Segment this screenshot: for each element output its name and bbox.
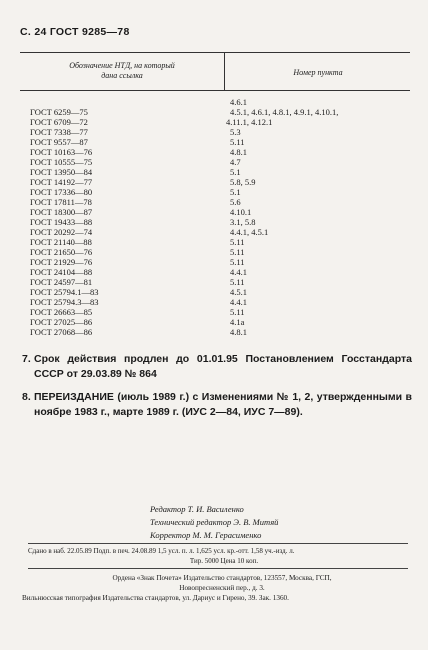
table-row bbox=[30, 117, 420, 127]
point-number: 5.11 bbox=[230, 277, 245, 287]
table-row bbox=[30, 287, 420, 297]
table-row bbox=[30, 217, 420, 227]
imprint-bottom-rule bbox=[28, 568, 408, 569]
table-row bbox=[30, 297, 420, 307]
table-row bbox=[30, 247, 420, 257]
table-row bbox=[30, 147, 420, 157]
gost-code: ГОСТ 27068—86 bbox=[30, 327, 93, 337]
table-row bbox=[30, 307, 420, 317]
point-number: 5.1 bbox=[230, 167, 241, 177]
imprint-line: Сдано в наб. 22.05.89 Подп. в печ. 24.08.89 1,5 усл. п. л. 1,625 усл. кр.-отт. 1,58 уч.-изд. л. bbox=[28, 547, 295, 555]
gost-code: ГОСТ 25794.1—83 bbox=[30, 287, 99, 297]
table-row bbox=[30, 197, 420, 207]
note-number: 8. bbox=[22, 391, 31, 403]
gost-code: ГОСТ 7338—77 bbox=[30, 127, 88, 137]
point-number: 5.11 bbox=[230, 307, 245, 317]
note-item bbox=[22, 390, 412, 420]
point-number: 5.6 bbox=[230, 197, 241, 207]
publisher-line: Новопресненский пер., д. 3. bbox=[179, 584, 265, 592]
table-row bbox=[30, 187, 420, 197]
notes-section bbox=[22, 352, 412, 428]
point-number: 4.5.1, 4.6.1, 4.8.1, 4.9.1, 4.10.1, bbox=[230, 107, 339, 117]
table-row bbox=[30, 157, 420, 167]
imprint-line: Тир. 5000 Цена 10 коп. bbox=[189, 557, 259, 565]
gost-code: ГОСТ 13950—84 bbox=[30, 167, 93, 177]
point-number: 5.1 bbox=[230, 187, 241, 197]
gost-code: ГОСТ 25794.3—83 bbox=[30, 297, 99, 307]
column-header-reference: Обозначение НТД, на который дана ссылка bbox=[69, 61, 175, 80]
table-row bbox=[30, 107, 420, 117]
gost-code: ГОСТ 17811—78 bbox=[30, 197, 92, 207]
gost-code: ГОСТ 6709—72 bbox=[30, 117, 88, 127]
table-row bbox=[30, 137, 420, 147]
table-row bbox=[30, 277, 420, 287]
table-row bbox=[30, 257, 420, 267]
point-number: 4.4.1 bbox=[230, 297, 247, 307]
gost-code: ГОСТ 21650—76 bbox=[30, 247, 93, 257]
point-number: 4.4.1 bbox=[230, 267, 247, 277]
point-number: 5.11 bbox=[230, 237, 245, 247]
note-text: Срок действия продлен до 01.01.95 Постановлением Госстандарта СССР от 29.03.89 № 864 bbox=[34, 353, 412, 380]
table-column-divider bbox=[224, 52, 225, 90]
point-number: 4.8.1 bbox=[230, 327, 247, 337]
reference-table-body bbox=[30, 97, 420, 337]
table-row bbox=[30, 207, 420, 217]
point-number: 4.4.1, 4.5.1 bbox=[230, 227, 269, 237]
imprint-top-rule bbox=[28, 543, 408, 544]
point-number: 4.6.1 bbox=[230, 97, 247, 107]
table-row bbox=[30, 317, 420, 327]
note-item bbox=[22, 352, 412, 382]
gost-code: ГОСТ 6259—75 bbox=[30, 107, 88, 117]
gost-code: ГОСТ 21140—88 bbox=[30, 237, 92, 247]
note-number: 7. bbox=[22, 353, 31, 365]
page-header: С. 24 ГОСТ 9285—78 bbox=[20, 26, 130, 38]
point-number: 5.11 bbox=[230, 137, 245, 147]
column-header-point: Номер пункта bbox=[293, 68, 343, 77]
gost-code: ГОСТ 21929—76 bbox=[30, 257, 93, 267]
printer-line: Вильнюсская типография Издательства стандартов, ул. Дариус и Гирено, 39. Зак. 1360. bbox=[22, 594, 289, 602]
corrector-line: Корректор М. М. Герасименко bbox=[150, 530, 262, 540]
table-row bbox=[30, 167, 420, 177]
point-number: 3.1, 5.8 bbox=[230, 217, 256, 227]
table-header-rule bbox=[20, 90, 410, 91]
table-row bbox=[30, 267, 420, 277]
point-number: 4.11.1, 4.12.1 bbox=[226, 117, 273, 127]
table-row bbox=[30, 327, 420, 337]
point-number: 4.8.1 bbox=[230, 147, 247, 157]
editor-line: Редактор Т. И. Василенко bbox=[150, 504, 244, 514]
point-number: 4.1а bbox=[230, 317, 245, 327]
point-number: 5.8, 5.9 bbox=[230, 177, 256, 187]
table-top-rule bbox=[20, 52, 410, 53]
gost-code: ГОСТ 24597—81 bbox=[30, 277, 93, 287]
table-row bbox=[30, 97, 420, 107]
note-text: ПЕРЕИЗДАНИЕ (июль 1989 г.) с Изменениями № 1, 2, утвержденными в ноябре 1983 г., марте 1989 г. (ИУС 2—84, ИУС 7—89). bbox=[34, 391, 412, 418]
gost-code: ГОСТ 19433—88 bbox=[30, 217, 93, 227]
table-row bbox=[30, 177, 420, 187]
publisher-line: Ордена «Знак Почета» Издательство стандартов, 123557, Москва, ГСП, bbox=[112, 574, 332, 582]
gost-code: ГОСТ 17336—80 bbox=[30, 187, 93, 197]
table-row bbox=[30, 237, 420, 247]
gost-code: ГОСТ 20292—74 bbox=[30, 227, 93, 237]
publisher-block bbox=[22, 573, 422, 603]
point-number: 5.11 bbox=[230, 247, 245, 257]
gost-code: ГОСТ 18300—87 bbox=[30, 207, 93, 217]
editors-block bbox=[150, 503, 380, 542]
point-number: 5.11 bbox=[230, 257, 245, 267]
point-number: 4.10.1 bbox=[230, 207, 252, 217]
gost-code: ГОСТ 14192—77 bbox=[30, 177, 93, 187]
gost-code: ГОСТ 24104—88 bbox=[30, 267, 93, 277]
gost-code: ГОСТ 10555—75 bbox=[30, 157, 93, 167]
point-number: 4.7 bbox=[230, 157, 241, 167]
table-row bbox=[30, 127, 420, 137]
imprint-block bbox=[28, 546, 420, 566]
point-number: 4.5.1 bbox=[230, 287, 247, 297]
gost-code: ГОСТ 9557—87 bbox=[30, 137, 88, 147]
gost-code: ГОСТ 26663—85 bbox=[30, 307, 93, 317]
gost-code: ГОСТ 10163—76 bbox=[30, 147, 93, 157]
tech-editor-line: Технический редактор Э. В. Митяй bbox=[150, 517, 279, 527]
gost-code: ГОСТ 27025—86 bbox=[30, 317, 93, 327]
table-row bbox=[30, 227, 420, 237]
point-number: 5.3 bbox=[230, 127, 241, 137]
